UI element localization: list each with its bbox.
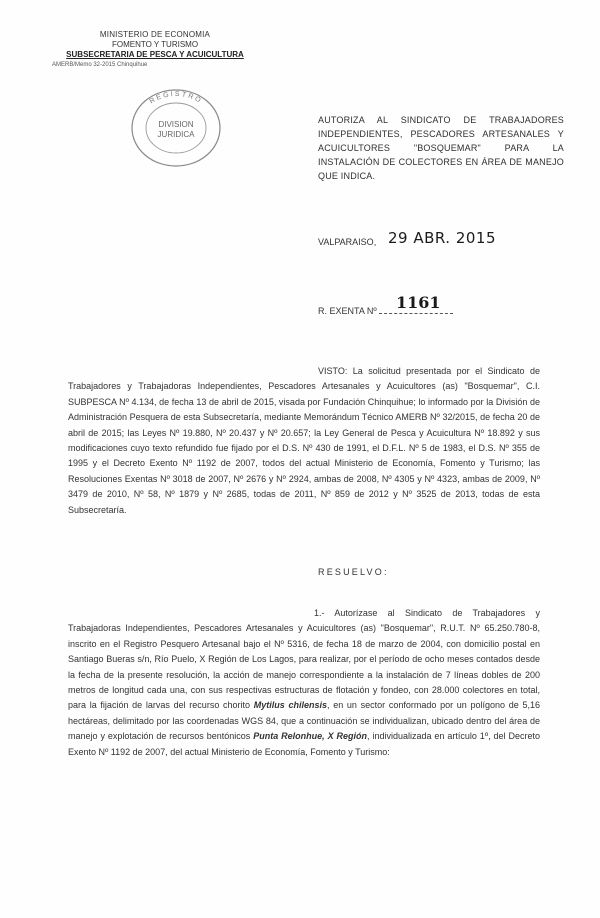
article-1-text-part1: 1.- Autorízase al Sindicato de Trabajadores y Trabajadoras Independientes, Pescadores Artesanales y Acuicultores (as) "Bosquemar", R.U.T. Nº 65.250.780-8, inscrito en el Registro Pesquero Artesanal bajo el Nº 5316, de fecha 18 de marzo de 2004, con domicilio postal en Santiago Bueras s/n, Río Puelo, X Región de Los Lagos, para realizar, por el período de ocho meses contados desde la fecha de la presente resolución, la acción de manejo correspondiente a la instalación de 7 líneas dobles de 200 metros de longitud cada una, con sus respectivas estructuras de flotación y fondeo, con 28.000 colectores en total, para la fijación de larvas del recurso chorito (68, 608, 540, 711)
ministry-subtitle: FOMENTO Y TURISMO (111, 40, 199, 49)
ministry-name: MINISTERIO DE ECONOMIA (99, 30, 211, 39)
resuelvo-heading: RESUELVO: (318, 567, 389, 577)
stamp-arc-text: REGISTRO (148, 90, 204, 106)
stamp-line-1: DIVISION (158, 120, 194, 129)
visto-paragraph (68, 364, 540, 518)
management-area-name: Punta Relonhue, X Región (253, 731, 368, 742)
memo-reference: AMERB/Memo 32-2015 Chinquihue (52, 62, 148, 68)
resolution-label-text: R. EXENTA Nº (318, 306, 377, 316)
place-label: VALPARAISO, (318, 237, 377, 247)
article-1-text-part2: , en un sector conformado por un polígono de 5,16 hectáreas, delimitado por las coordenadas WGS 84, que a continuación se individualizan, ubicado dentro del área de manejo y explotación de recursos bentónicos (68, 700, 540, 742)
species-name: Mytilus chilensis (253, 700, 327, 711)
registry-stamp (128, 86, 224, 170)
undersecretariat-name: SUBSECRETARIA DE PESCA Y ACUICULTURA (66, 50, 244, 59)
article-1-text-part3: , individualizada en artículo 1º, del Decreto Exento Nº 1192 de 2007, del actual Ministerio de Economía, Fomento y Turismo: (68, 731, 540, 757)
resolution-number: 1161 (396, 293, 441, 312)
visto-text: VISTO: La solicitud presentada por el Sindicato de Trabajadores y Trabajadoras Independientes, Pescadores Artesanales y Acuicultores (as) "Bosquemar", C.I. SUBPESCA Nº 4.134, de fecha 13 de abril de 2015, visada por Fundación Chinquihue; lo informado por la División de Administración Pesquera de esta Subsecretaría, mediante Memorándum Técnico AMERB Nº 32/2015, de fecha 20 de abril de 2015; las Leyes Nº 19.880, Nº 20.437 y Nº 20.657; la Ley General de Pesca y Acuicultura Nº 18.892 y sus modificaciones cuyo texto refundido fue fijado por el D.S. Nº 430 de 1991, el D.F.L. Nº 5 de 1983, el D.S. Nº 355 de 1995 y el Decreto Exento Nº 1192 de 2007, todos del actual Ministerio de Economía, Fomento y Turismo; las Resoluciones Exentas Nº 3018 de 2007, Nº 2676 y Nº 2924, ambas de 2008, Nº 4305 y Nº 4323, ambas de 2009, Nº 3479 de 2010, Nº 58, Nº 1879 y Nº 2685, todas de 2011, Nº 859 de 2012 y Nº 3525 de 2013, todas de esta Subsecretaría. (68, 366, 540, 515)
article-1-paragraph (68, 606, 540, 760)
resolution-number-line (379, 313, 453, 314)
stamp-line-2: JURIDICA (157, 130, 195, 139)
document-title: AUTORIZA AL SINDICATO DE TRABAJADORES INDEPENDIENTES, PESCADORES ARTESANALES Y ACUICULTORES "BOSQUEMAR" PARA LA INSTALACIÓN DE COLECTORES EN ÁREA DE MANEJO QUE INDICA. (318, 115, 564, 181)
date-stamp: 29 ABR. 2015 (388, 229, 497, 247)
letterhead (40, 30, 270, 70)
